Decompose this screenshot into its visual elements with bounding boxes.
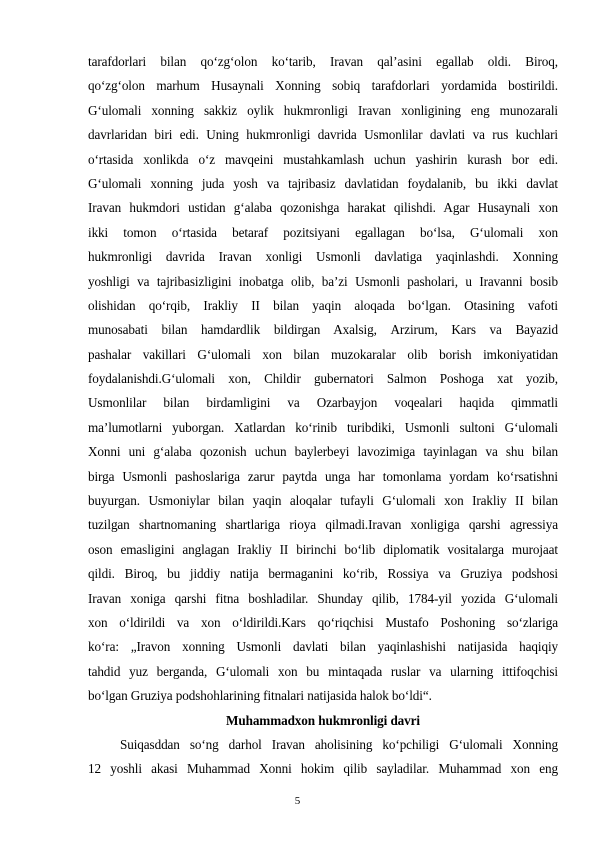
text-line-9: hukmronligi davrida Iravan xonligi Usmonli davlatiga yaqinlashdi. Xonning: [88, 249, 558, 265]
text-line-20: tuzilgan shartnomaning shartlariga rioya qilmadi.Iravan xonligiga qarshi agressiya: [88, 517, 558, 533]
text-line-17: Xonni uni gʻalaba qozonish uchun baylerbeyi lavozimiga tayinlagan va shu bilan: [88, 444, 558, 460]
text-line-25: koʻra: „Iravon xonning Usmonli davlati bilan yaqinlashishi natijasida haqiqiy: [88, 639, 558, 655]
section-heading: Muhammadxon hukmronligi davri: [226, 712, 420, 728]
text-line-6: Gʻulomali xonning juda yosh va tajribasiz davlatidan foydalanib, bu ikki davlat: [88, 175, 558, 191]
paragraph-2-line-2: 12 yoshli akasi Muhammad Xonni hokim qilib sayladilar. Muhammad xon eng: [88, 761, 558, 777]
body-text: [88, 50, 558, 782]
text-line-23: Iravan xoniga qarshi fitna boshladilar. Shunday qilib, 1784-yil yozida Gʻulomali: [88, 590, 558, 606]
text-line-27: boʻlgan Gruziya podshohlarining fitnalari natijasida halok boʻldi“.: [88, 688, 432, 704]
text-line-13: pashalar vakillari Gʻulomali xon bilan muzokaralar olib borish imkoniyatidan: [88, 346, 558, 362]
text-line-8: ikki tomon oʻrtasida betaraf pozitsiyani egallagan boʻlsa, Gʻulomali xon: [88, 224, 558, 240]
text-line-21: oson emasligini anglagan Irakliy II birinchi boʻlib diplomatik vositalarga murojaat: [88, 541, 558, 557]
text-line-2: qoʻzgʻolon marhum Husaynali Xonning sobiq tarafdorlari yordamida bostirildi.: [88, 78, 558, 94]
text-line-5: oʻrtasida xonlikda oʻz mavqeini mustahkamlash uchun yashirin kurash bor edi.: [88, 151, 558, 167]
text-line-22: qildi. Biroq, bu jiddiy natija bermaganini koʻrib, Rossiya va Gruziya podshosi: [88, 566, 558, 582]
text-line-11: olishidan qoʻrqib, Irakliy II bilan yaqin aloqada boʻlgan. Otasining vafoti: [88, 297, 558, 313]
text-line-10: yoshligi va tajribasizligini inobatga olib, baʼzi Usmonli pasholari, u Iravanni bosib: [88, 273, 558, 289]
text-line-15: Usmonlilar bilan birdamligini va Ozarbayjon voqealari haqida qimmatli: [88, 395, 558, 411]
text-line-12: munosabati bilan hamdardlik bildirgan Axalsig, Arzirum, Kars va Bayazid: [88, 322, 558, 338]
text-line-7: Iravan hukmdori ustidan gʻalaba qozonishga harakat qilishdi. Agar Husaynali xon: [88, 200, 558, 216]
text-line-3: Gʻulomali xonning sakkiz oylik hukmronligi Iravan xonligining eng munozarali: [88, 102, 558, 118]
paragraph-2-line-1: Suiqasddan soʻng darhol Iravan aholisining koʻpchiligi Gʻulomali Xonning: [120, 736, 558, 752]
page-number: 5: [294, 795, 301, 807]
text-line-4: davrlaridan biri edi. Uning hukmronligi davrida Usmonlilar davlati va rus kuchlari: [88, 127, 558, 143]
text-line-24: xon oʻldirildi va xon oʻldirildi.Kars qoʻriqchisi Mustafo Poshoning soʻzlariga: [88, 614, 558, 630]
text-line-18: birga Usmonli pashoslariga zarur paytda unga har tomonlama yordam koʻrsatishni: [88, 468, 558, 484]
text-line-26: tahdid yuz berganda, Gʻulomali xon bu mintaqada ruslar va ularning ittifoqchisi: [88, 663, 558, 679]
text-line-1: tarafdorlari bilan qoʻzgʻolon koʻtarib, Iravan qalʼasini egallab oldi. Biroq,: [88, 54, 558, 69]
text-line-14: foydalanishdi.Gʻulomali xon, Childir gubernatori Salmon Poshoga xat yozib,: [88, 371, 558, 387]
text-line-19: buyurgan. Usmoniylar bilan yaqin aloqalar tufayli Gʻulomali xon Irakliy II bilan: [88, 493, 558, 509]
text-line-16: maʼlumotlarni yuborgan. Xatlardan koʻrinib turibdiki, Usmonli sultoni Gʻulomali: [88, 419, 558, 435]
